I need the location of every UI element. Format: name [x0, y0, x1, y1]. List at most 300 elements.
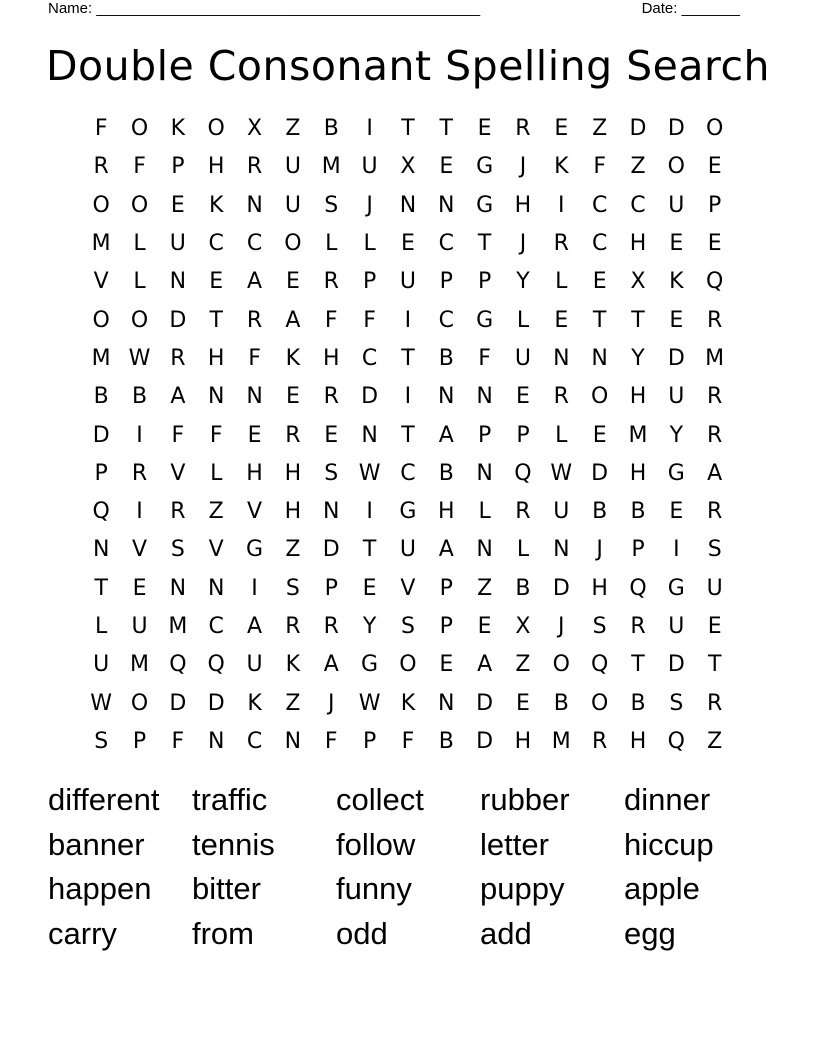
- grid-cell: H: [629, 231, 647, 257]
- grid-cell: L: [516, 537, 530, 563]
- grid-cell: W: [128, 345, 151, 371]
- grid-cell: M: [91, 231, 111, 257]
- grid-cell: D: [629, 116, 647, 142]
- grid-cell: S: [170, 537, 185, 563]
- word-list-item: follow: [336, 826, 416, 862]
- grid-cell: F: [324, 728, 338, 754]
- grid-cell: B: [93, 384, 109, 410]
- grid-cell: C: [438, 307, 454, 333]
- grid-cell: U: [93, 652, 110, 678]
- grid-cell: U: [399, 537, 416, 563]
- grid-cell: C: [400, 460, 416, 486]
- grid-cell: R: [285, 614, 301, 639]
- grid-cell: P: [132, 728, 147, 754]
- grid-cell: N: [476, 460, 493, 486]
- grid-cell: H: [284, 460, 302, 486]
- grid-cell: B: [630, 690, 646, 716]
- word-list-item: egg: [624, 915, 676, 951]
- grid-cell: L: [363, 231, 376, 257]
- grid-cell: Q: [207, 652, 225, 678]
- worksheet-header: [48, 0, 740, 20]
- grid-cell: L: [478, 499, 491, 525]
- grid-cell: X: [247, 116, 263, 142]
- grid-cell: N: [246, 192, 263, 218]
- grid-cell: R: [707, 499, 723, 525]
- grid-cell: S: [285, 575, 300, 601]
- grid-cell: W: [358, 690, 381, 716]
- grid-cell: T: [401, 422, 415, 448]
- grid-cell: S: [592, 614, 607, 639]
- grid-cell: B: [438, 460, 454, 486]
- grid-cell: K: [285, 345, 301, 371]
- word-list-item: tennis: [192, 826, 275, 862]
- grid-cell: A: [323, 652, 339, 678]
- grid-cell: E: [400, 231, 415, 257]
- grid-cell: L: [95, 614, 108, 639]
- grid-cell: E: [132, 575, 147, 601]
- grid-cell: S: [707, 537, 722, 563]
- grid-cell: N: [284, 728, 302, 754]
- grid-cell: D: [667, 345, 685, 371]
- grid-cell: L: [325, 231, 338, 257]
- grid-cell: C: [246, 231, 263, 257]
- grid-cell: P: [94, 460, 108, 486]
- page-title: Double Consonant Spelling Search: [45, 42, 770, 90]
- grid-cell: K: [400, 690, 416, 716]
- grid-cell: Z: [285, 690, 301, 716]
- grid-cell: H: [514, 728, 532, 754]
- grid-cell: U: [361, 154, 378, 180]
- grid-cell: U: [668, 384, 685, 410]
- grid-cell: A: [477, 652, 493, 678]
- grid-cell: I: [136, 499, 143, 525]
- grid-cell: H: [207, 154, 225, 180]
- grid-cell: E: [707, 154, 722, 180]
- grid-cell: Z: [630, 154, 646, 180]
- grid-cell: S: [94, 728, 109, 754]
- grid-cell: J: [519, 231, 527, 257]
- grid-cell: V: [247, 499, 263, 525]
- grid-cell: H: [629, 728, 647, 754]
- grid-cell: O: [552, 652, 570, 678]
- grid-cell: C: [246, 728, 263, 754]
- grid-cell: O: [92, 192, 110, 218]
- grid-row: [82, 570, 734, 608]
- grid-cell: N: [438, 690, 455, 716]
- grid-cell: T: [631, 307, 645, 333]
- grid-row: [82, 646, 734, 684]
- grid-cell: R: [591, 728, 608, 754]
- grid-cell: A: [170, 384, 186, 410]
- grid-cell: M: [321, 154, 341, 180]
- grid-cell: A: [438, 422, 454, 448]
- grid-cell: U: [514, 345, 531, 371]
- word-list-item: different: [48, 782, 160, 817]
- grid-cell: Z: [208, 499, 224, 525]
- grid-cell: R: [707, 384, 723, 410]
- grid-cell: F: [363, 307, 376, 333]
- grid-cell: B: [438, 728, 454, 754]
- grid-cell: G: [361, 652, 379, 678]
- grid-cell: U: [668, 614, 685, 639]
- grid-cell: N: [553, 345, 570, 371]
- grid-cell: R: [515, 499, 531, 525]
- grid-cell: Z: [285, 537, 301, 563]
- grid-cell: S: [324, 192, 339, 218]
- grid-cell: N: [361, 422, 378, 448]
- grid-cell: K: [170, 116, 186, 142]
- grid-cell: H: [437, 499, 455, 525]
- grid-cell: C: [630, 192, 646, 218]
- grid-cell: N: [323, 499, 340, 525]
- grid-cell: B: [515, 575, 531, 601]
- grid-cell: F: [171, 422, 185, 448]
- grid-row: [82, 493, 734, 531]
- grid-cell: R: [553, 231, 569, 257]
- grid-cell: Z: [285, 116, 301, 142]
- grid-cell: R: [323, 384, 339, 410]
- grid-cell: Z: [592, 116, 608, 142]
- grid-cell: D: [207, 690, 225, 716]
- grid-cell: E: [592, 269, 607, 295]
- grid-cell: T: [401, 116, 415, 142]
- grid-cell: P: [708, 192, 722, 218]
- grid-cell: P: [477, 422, 492, 448]
- grid-cell: Q: [706, 269, 724, 295]
- grid-cell: Z: [707, 728, 723, 754]
- grid-cell: V: [93, 269, 109, 295]
- grid-cell: P: [477, 269, 492, 295]
- grid-cell: O: [207, 116, 225, 142]
- word-list-item: collect: [336, 782, 424, 817]
- grid-row: [82, 187, 734, 225]
- grid-cell: U: [169, 231, 186, 257]
- grid-cell: P: [362, 728, 377, 754]
- grid-cell: C: [438, 231, 454, 257]
- grid-cell: U: [553, 499, 570, 525]
- grid-cell: R: [707, 422, 723, 448]
- grid-cell: O: [130, 192, 149, 218]
- grid-cell: E: [477, 614, 492, 639]
- grid-cell: K: [669, 269, 684, 295]
- grid-cell: U: [399, 269, 416, 295]
- grid-cell: T: [707, 652, 722, 678]
- grid-cell: B: [438, 345, 454, 371]
- grid-cell: L: [210, 460, 223, 486]
- grid-cell: N: [476, 537, 493, 563]
- grid-cell: P: [439, 575, 453, 601]
- grid-cell: T: [401, 345, 415, 371]
- grid-cell: R: [246, 307, 263, 333]
- grid-cell: M: [130, 652, 149, 678]
- grid-cell: O: [590, 384, 609, 410]
- grid-cell: N: [553, 537, 570, 563]
- grid-cell: Y: [362, 614, 377, 639]
- word-list-item: dinner: [624, 782, 711, 817]
- grid-cell: E: [516, 690, 530, 716]
- grid-cell: P: [324, 575, 338, 601]
- grid-cell: C: [208, 614, 224, 639]
- grid-cell: G: [476, 154, 494, 180]
- grid-cell: F: [209, 422, 223, 448]
- grid-cell: W: [358, 460, 381, 486]
- grid-cell: Q: [629, 575, 647, 601]
- grid-cell: R: [707, 307, 723, 333]
- word-list-item: happen: [48, 871, 152, 906]
- grid-cell: Q: [590, 652, 609, 678]
- grid-cell: H: [514, 192, 532, 218]
- grid-cell: H: [629, 384, 647, 410]
- grid-cell: H: [591, 575, 608, 601]
- grid-cell: C: [208, 231, 224, 257]
- grid-cell: F: [593, 154, 606, 180]
- grid-cell: S: [669, 690, 684, 716]
- grid-cell: B: [131, 384, 148, 410]
- grid-cell: J: [366, 192, 373, 218]
- grid-cell: U: [246, 652, 263, 678]
- grid-cell: B: [323, 116, 339, 142]
- grid-cell: F: [94, 116, 108, 142]
- grid-cell: P: [171, 154, 185, 180]
- word-list-item: apple: [624, 871, 700, 906]
- grid-cell: C: [591, 192, 608, 218]
- grid-cell: G: [476, 307, 494, 333]
- grid-cell: F: [324, 307, 338, 333]
- grid-cell: R: [630, 614, 646, 639]
- grid-cell: J: [327, 690, 335, 716]
- grid-cell: T: [592, 307, 607, 333]
- grid-cell: E: [362, 575, 377, 601]
- grid-row: [82, 340, 734, 378]
- grid-cell: I: [404, 384, 412, 410]
- letter-grid: [82, 110, 734, 761]
- grid-cell: E: [554, 116, 569, 142]
- grid-row: [82, 148, 734, 186]
- grid-cell: H: [207, 345, 225, 371]
- grid-cell: T: [362, 537, 377, 563]
- grid-cell: H: [246, 460, 263, 486]
- grid-cell: B: [630, 499, 646, 525]
- grid-cell: P: [516, 422, 530, 448]
- grid-cell: C: [361, 345, 378, 371]
- grid-cell: J: [558, 614, 565, 639]
- date-field-label: Date: _______: [641, 0, 740, 17]
- grid-cell: E: [707, 231, 722, 257]
- grid-cell: L: [555, 269, 568, 295]
- grid-cell: R: [515, 116, 531, 142]
- grid-cell: C: [591, 231, 608, 257]
- grid-cell: N: [591, 345, 608, 371]
- grid-cell: H: [629, 460, 647, 486]
- grid-cell: T: [477, 231, 492, 257]
- grid-cell: Y: [516, 269, 530, 295]
- word-list-item: carry: [48, 915, 117, 951]
- grid-cell: U: [131, 614, 148, 639]
- grid-cell: E: [285, 384, 300, 410]
- word-list-item: letter: [480, 826, 549, 862]
- grid-cell: E: [477, 116, 492, 142]
- grid-cell: G: [246, 537, 264, 563]
- grid-cell: F: [171, 728, 185, 754]
- grid-cell: G: [667, 575, 685, 601]
- grid-cell: R: [131, 460, 148, 486]
- grid-cell: Q: [169, 652, 187, 678]
- grid-cell: N: [246, 384, 263, 410]
- grid-cell: J: [519, 154, 527, 180]
- grid-cell: A: [285, 307, 301, 333]
- grid-cell: V: [400, 575, 416, 601]
- grid-cell: D: [169, 307, 187, 333]
- grid-cell: A: [438, 537, 454, 563]
- grid-cell: B: [553, 690, 569, 716]
- grid-row: [82, 110, 734, 148]
- grid-cell: P: [439, 269, 453, 295]
- grid-cell: K: [247, 690, 262, 716]
- word-list-item: from: [192, 915, 254, 951]
- grid-cell: W: [90, 690, 113, 716]
- grid-cell: R: [170, 345, 186, 371]
- word-list-item: funny: [336, 871, 412, 906]
- grid-cell: Q: [514, 460, 532, 486]
- grid-cell: D: [169, 690, 187, 716]
- grid-cell: U: [284, 192, 301, 218]
- grid-cell: A: [707, 460, 723, 486]
- grid-cell: N: [92, 537, 110, 563]
- grid-cell: L: [133, 231, 146, 257]
- grid-cell: M: [168, 614, 188, 639]
- grid-cell: M: [551, 728, 571, 754]
- grid-cell: H: [322, 345, 340, 371]
- grid-row: [82, 416, 734, 454]
- grid-cell: E: [285, 269, 300, 295]
- grid-cell: O: [706, 116, 724, 142]
- grid-cell: E: [669, 307, 684, 333]
- grid-cell: D: [667, 652, 685, 678]
- grid-cell: O: [399, 652, 417, 678]
- grid-cell: M: [705, 345, 725, 371]
- grid-cell: Y: [631, 345, 645, 371]
- grid-cell: T: [94, 575, 108, 601]
- grid-cell: E: [516, 384, 530, 410]
- grid-cell: L: [133, 269, 146, 295]
- grid-cell: V: [208, 537, 224, 563]
- word-list: [48, 778, 768, 956]
- grid-cell: X: [400, 154, 416, 180]
- grid-cell: F: [248, 345, 261, 371]
- grid-cell: O: [284, 231, 302, 257]
- grid-cell: R: [170, 499, 186, 525]
- grid-row: [82, 723, 734, 761]
- name-field-label: Name: ______________________________________________: [48, 0, 481, 17]
- grid-cell: D: [667, 116, 685, 142]
- grid-cell: O: [590, 690, 609, 716]
- grid-cell: V: [170, 460, 186, 486]
- grid-cell: E: [170, 192, 185, 218]
- grid-cell: M: [91, 345, 111, 371]
- word-list-item: bitter: [192, 871, 261, 906]
- grid-cell: E: [209, 269, 224, 295]
- grid-row: [82, 225, 734, 263]
- grid-cell: K: [208, 192, 224, 218]
- grid-cell: K: [554, 154, 569, 180]
- grid-cell: A: [247, 269, 263, 295]
- grid-cell: H: [284, 499, 302, 525]
- grid-row: [82, 608, 734, 646]
- grid-cell: R: [323, 269, 339, 295]
- grid-cell: P: [631, 537, 645, 563]
- grid-cell: O: [130, 307, 149, 333]
- word-list-item: add: [480, 915, 532, 951]
- grid-cell: E: [247, 422, 262, 448]
- word-list-item: rubber: [480, 782, 570, 817]
- grid-cell: D: [92, 422, 110, 448]
- grid-cell: O: [667, 154, 685, 180]
- grid-cell: V: [131, 537, 148, 563]
- grid-cell: U: [668, 192, 685, 218]
- grid-cell: U: [706, 575, 723, 601]
- grid-cell: L: [555, 422, 568, 448]
- grid-cell: F: [133, 154, 146, 180]
- grid-cell: E: [592, 422, 607, 448]
- grid-cell: D: [552, 575, 570, 601]
- grid-cell: N: [169, 575, 187, 601]
- grid-cell: B: [592, 499, 608, 525]
- grid-cell: K: [285, 652, 301, 678]
- grid-cell: D: [361, 384, 379, 410]
- grid-cell: O: [130, 116, 149, 142]
- grid-cell: E: [439, 154, 454, 180]
- grid-cell: F: [478, 345, 491, 371]
- grid-cell: O: [130, 690, 149, 716]
- grid-cell: Q: [92, 499, 110, 525]
- grid-cell: I: [366, 499, 373, 525]
- grid-cell: D: [591, 460, 609, 486]
- grid-cell: Q: [667, 728, 685, 754]
- grid-cell: T: [209, 307, 223, 333]
- word-list-item: odd: [336, 915, 388, 951]
- grid-cell: T: [439, 116, 453, 142]
- grid-cell: R: [707, 690, 723, 716]
- grid-cell: Z: [477, 575, 493, 601]
- grid-cell: S: [324, 460, 339, 486]
- grid-cell: E: [439, 652, 454, 678]
- word-list-item: banner: [48, 826, 145, 862]
- grid-cell: T: [631, 652, 645, 678]
- grid-cell: G: [476, 192, 494, 218]
- grid-cell: D: [476, 690, 494, 716]
- grid-cell: F: [401, 728, 415, 754]
- grid-cell: R: [93, 154, 109, 180]
- grid-cell: G: [399, 499, 417, 525]
- word-list-item: hiccup: [624, 826, 714, 862]
- grid-cell: E: [669, 499, 684, 525]
- grid-cell: N: [207, 575, 225, 601]
- grid-cell: U: [284, 154, 301, 180]
- grid-row: [82, 684, 734, 722]
- grid-cell: I: [673, 537, 680, 563]
- grid-cell: O: [92, 307, 110, 333]
- grid-cell: E: [324, 422, 339, 448]
- grid-cell: M: [628, 422, 648, 448]
- grid-cell: R: [553, 384, 569, 410]
- grid-cell: P: [439, 614, 453, 639]
- grid-cell: Y: [669, 422, 684, 448]
- grid-cell: P: [362, 269, 377, 295]
- grid-cell: I: [366, 116, 373, 142]
- grid-cell: J: [596, 537, 603, 563]
- grid-cell: G: [667, 460, 685, 486]
- grid-cell: R: [285, 422, 301, 448]
